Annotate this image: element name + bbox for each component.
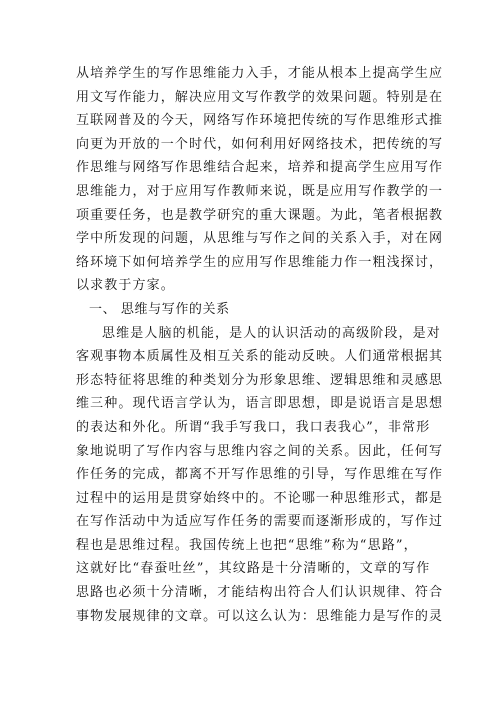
text-line: 客观事物本质属性及相互关系的能动反映。人们通常根据其	[76, 349, 444, 365]
text-line: 在写作活动中为适应写作任务的需要而逐渐形成的，写作过	[76, 514, 444, 530]
text-line: 学中所发现的问题，从思维与写作之间的关系入手，对在网	[76, 231, 444, 247]
text-line: 过程中的运用是贯穿始终中的。不论哪一种思维形式，都是	[76, 490, 444, 506]
section-heading: 一、 思维与写作的关系	[89, 301, 230, 317]
text-line: 形态特征将思维的种类划分为形象思维、逻辑思维和灵感思	[76, 372, 444, 388]
body-paragraph	[76, 322, 444, 629]
text-line: 络环境下如何培养学生的应用写作思维能力作一粗浅探讨，	[76, 254, 444, 270]
text-line: 的表达和外化。所谓“我手写我口，我口表我心”，非常形	[76, 419, 431, 435]
text-line: 这就好比“春蚕吐丝”，其纹路是十分清晰的，文章的写作	[76, 561, 431, 577]
text-line: 以求教于方家。	[76, 278, 175, 294]
document-page	[76, 62, 444, 628]
text-line: 作思维与网络写作思维结合起来，培养和提高学生应用写作	[76, 160, 444, 176]
intro-paragraph	[76, 62, 444, 298]
text-line: 事物发展规律的文章。可以这么认为：思维能力是写作的灵	[76, 608, 444, 624]
text-line: 项重要任务，也是教学研究的重大课题。为此，笔者根据教	[76, 207, 444, 223]
text-line: 思维是人脑的机能，是人的认识活动的高级阶段，是对	[102, 325, 441, 341]
text-line: 象地说明了写作内容与思维内容之间的关系。因此，任何写	[76, 443, 444, 459]
text-line: 维三种。现代语言学认为，语言即思想，即是说语言是思想	[76, 396, 444, 412]
text-line: 思路也必须十分清晰，才能结构出符合人们认识规律、符合	[76, 585, 444, 601]
text-line: 思维能力，对于应用写作教师来说，既是应用写作教学的一	[76, 183, 444, 199]
text-line: 向更为开放的一个时代，如何利用好网络技术，把传统的写	[76, 136, 444, 152]
text-line: 从培养学生的写作思维能力入手，才能从根本上提高学生应	[76, 66, 444, 81]
text-line: 互联网普及的今天，网络写作环境把传统的写作思维形式推	[76, 113, 444, 129]
text-line: 用文写作能力，解决应用文写作教学的效果问题。特别是在	[76, 89, 444, 105]
text-line: 程也是思维过程。我国传统上也把“思维”称为“思路”，	[76, 537, 418, 553]
text-line: 作任务的完成，都离不开写作思维的引导，写作思维在写作	[76, 467, 444, 483]
